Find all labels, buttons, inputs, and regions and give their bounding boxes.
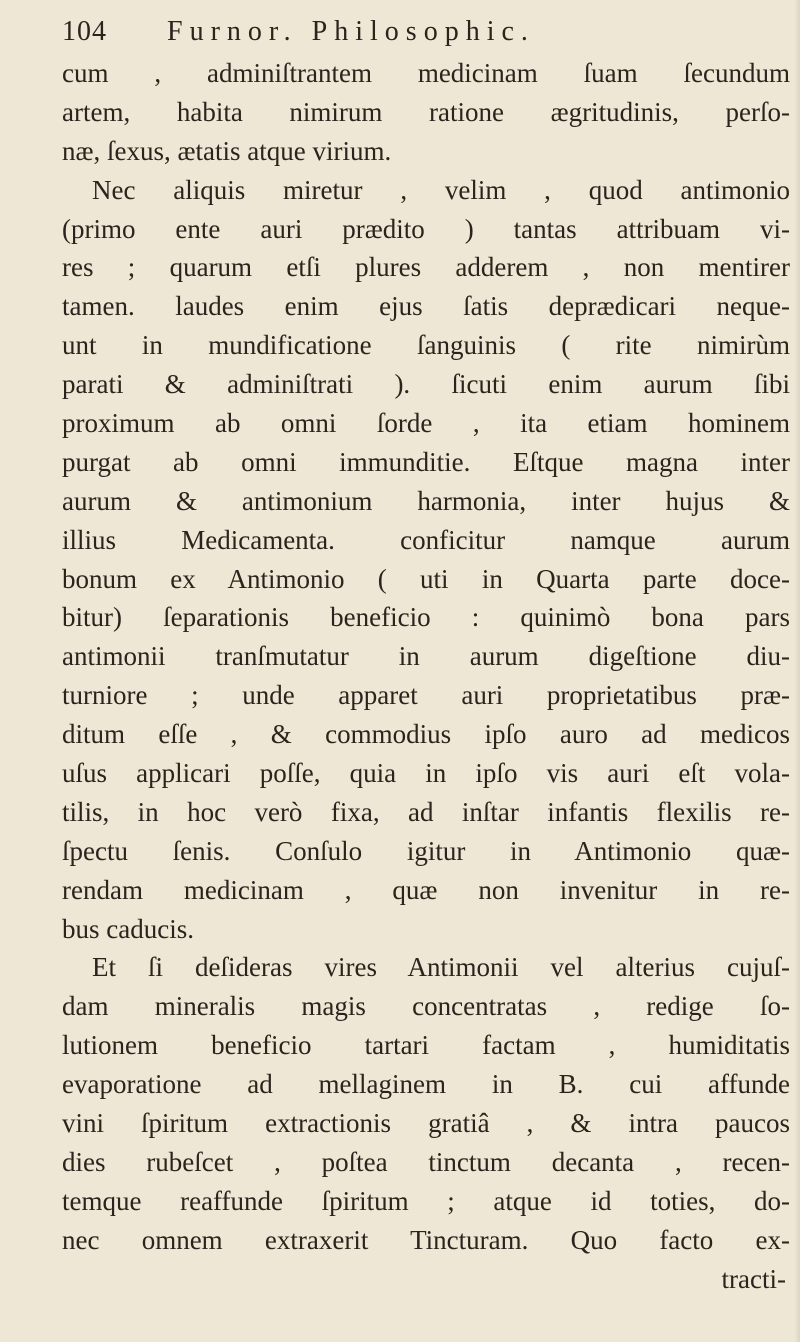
text-line: antimonii tranſmutatur in aurum digeſtione diu- (62, 641, 790, 672)
text-line: ditum eſſe , & commodius ipſo auro ad medicos (62, 719, 790, 750)
text-line: næ, ſexus, ætatis atque virium. (62, 135, 392, 166)
text-line: unt in mundificatione ſanguinis ( rite nimirùm (62, 330, 790, 361)
text-line: turniore ; unde apparet auri proprietatibus præ- (62, 680, 790, 711)
text-line: (primo ente auri prædito ) tantas attribuam vi- (62, 213, 790, 244)
catchword: tracti- (721, 1263, 786, 1294)
text-line: Et ſi deſideras vires Antimonii vel alterius cujuſ- (92, 952, 790, 983)
text-line: evaporatione ad mellaginem in B. cui affunde (62, 1069, 790, 1100)
page-edge-shadow (794, 0, 800, 1342)
body-text (62, 54, 790, 1299)
text-line: dam mineralis magis concentratas , redige ſo- (62, 991, 790, 1022)
text-line: artem, habita nimirum ratione ægritudinis, perſo- (62, 96, 790, 127)
text-line: uſus applicari poſſe, quia in ipſo vis auri eſt vola- (62, 758, 790, 789)
text-line: rendam medicinam , quæ non invenitur in re- (62, 874, 790, 905)
text-line: res ; quarum etſi plures adderem , non mentirer (62, 252, 790, 283)
text-line: proximum ab omni ſorde , ita etiam hominem (62, 408, 790, 439)
text-line: illius Medicamenta. conficitur namque aurum (62, 524, 790, 555)
running-title: Furnor. Philosophic. (167, 16, 535, 47)
text-line: cum , adminiſtrantem medicinam ſuam ſecundum (62, 58, 790, 88)
text-line: bitur) ſeparationis beneficio : quinimò bona pars (62, 602, 790, 633)
text-line: aurum & antimonium harmonia, inter hujus & (62, 485, 790, 516)
text-line: vini ſpiritum extractionis gratiâ , & intra paucos (62, 1108, 790, 1139)
page-number: 104 (62, 16, 107, 47)
text-line: tilis, in hoc verò fixa, ad inſtar infantis flexilis re- (62, 796, 790, 827)
running-head (62, 14, 762, 54)
text-line: Nec aliquis miretur , velim , quod antimonio (92, 174, 790, 205)
text-line: ſpectu ſenis. Conſulo igitur in Antimonio quæ- (62, 835, 790, 866)
text-line: parati & adminiſtrati ). ſicuti enim aurum ſibi (62, 369, 790, 400)
text-line: nec omnem extraxerit Tincturam. Quo facto ex- (62, 1224, 790, 1255)
text-line: bus caducis. (62, 913, 194, 944)
text-line: temque reaffunde ſpiritum ; atque id toties, do- (62, 1185, 790, 1216)
text-line: dies rubeſcet , poſtea tinctum decanta , recen- (62, 1146, 790, 1177)
text-line: bonum ex Antimonio ( uti in Quarta parte doce- (62, 563, 790, 594)
text-line: lutionem beneficio tartari factam , humiditatis (62, 1030, 790, 1061)
text-line: purgat ab omni immunditie. Eſtque magna inter (62, 446, 790, 477)
text-line: tamen. laudes enim ejus ſatis deprædicari neque- (62, 291, 790, 322)
